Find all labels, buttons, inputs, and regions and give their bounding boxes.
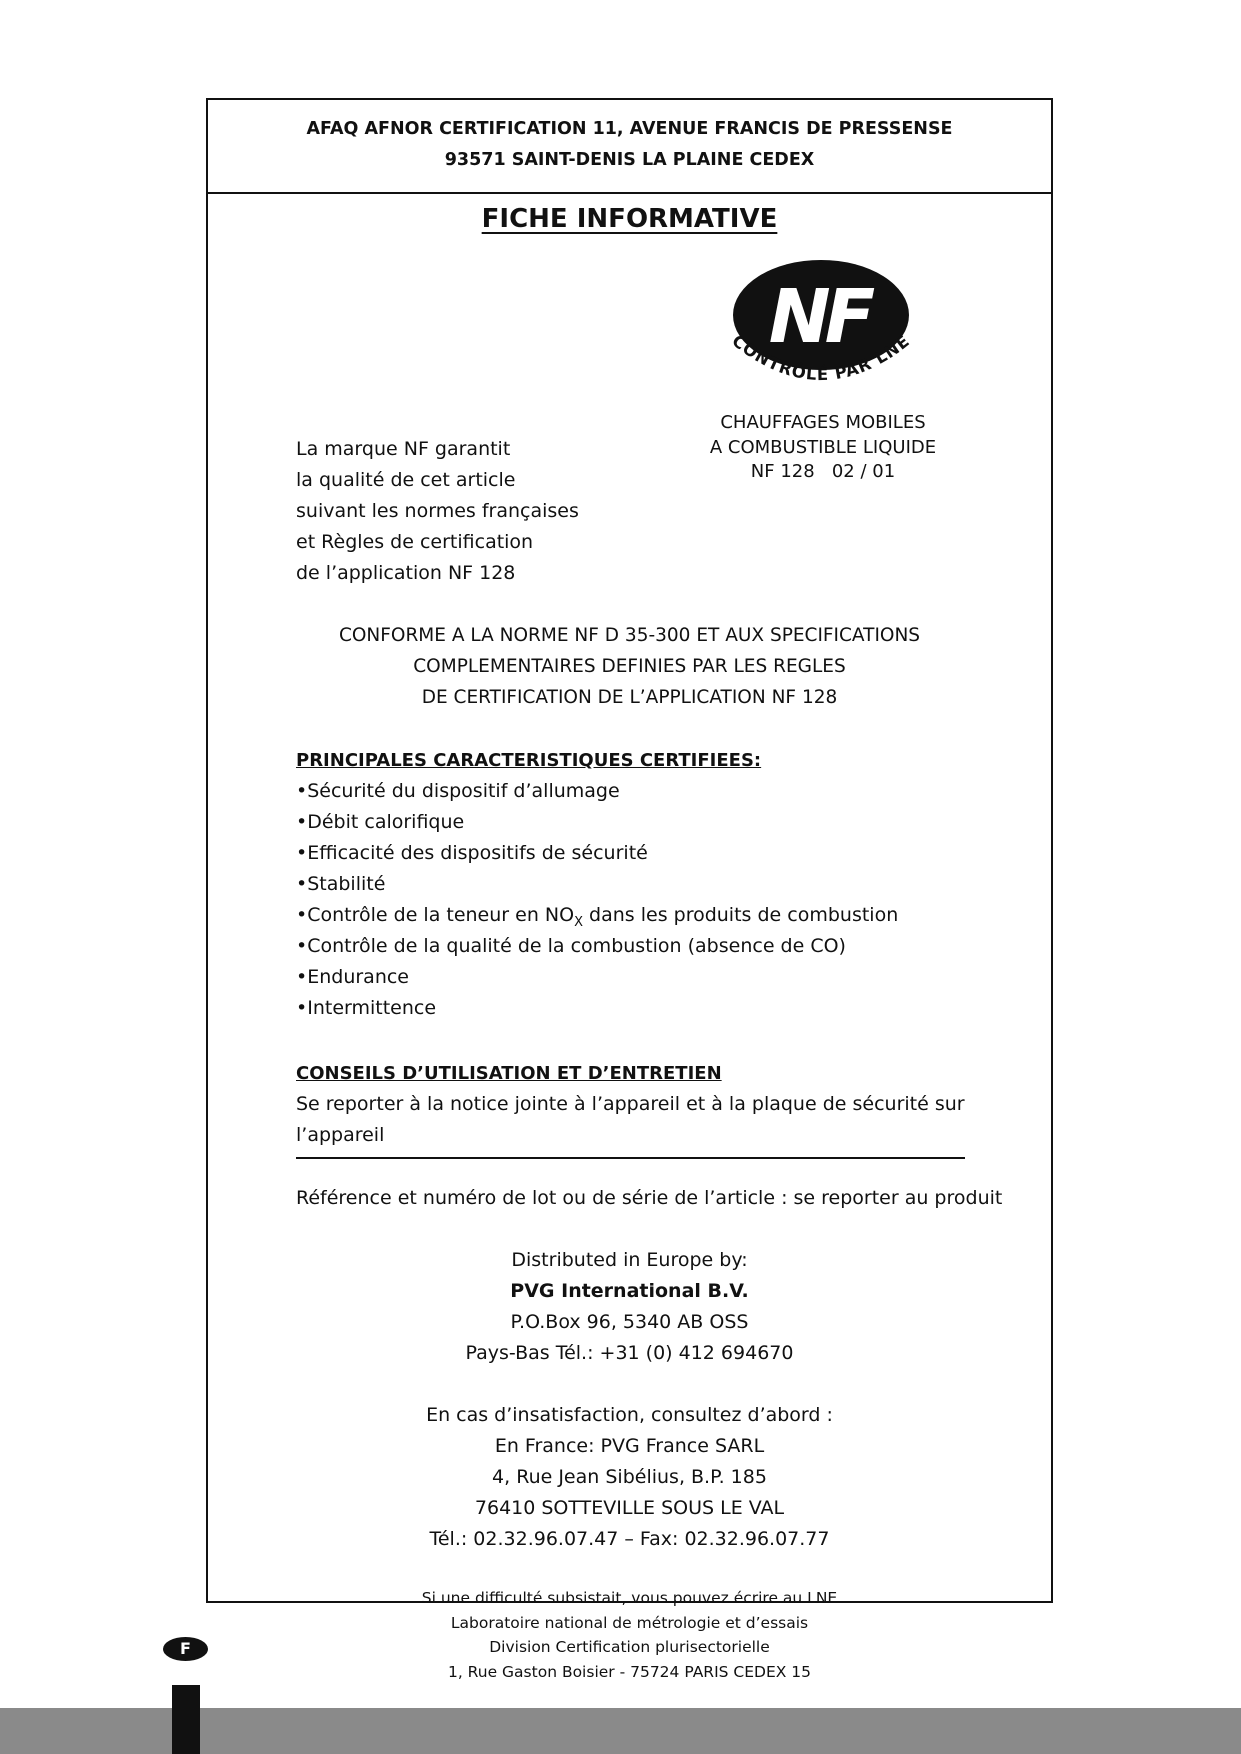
- nox-subscript: X: [574, 915, 583, 930]
- intro-line: La marque NF garantit: [296, 438, 511, 460]
- nf-certification-logo: [716, 250, 926, 408]
- language-badge: F: [163, 1637, 208, 1661]
- france-contact: Tél.: 02.32.96.07.47 – Fax: 02.32.96.07.77: [429, 1528, 830, 1550]
- nf-guarantee-text: [296, 434, 579, 589]
- intro-line: la qualité de cet article: [296, 469, 516, 491]
- product-line-3: NF 128 02 / 01: [750, 461, 896, 482]
- distributor-intro: Distributed in Europe by:: [511, 1249, 748, 1271]
- product-category: [678, 411, 968, 485]
- advice-heading: CONSEILS D’UTILISATION ET D’ENTRETIEN: [296, 1063, 722, 1084]
- spacer: [208, 1369, 1051, 1400]
- certifier-address-line-2: 93571 SAINT-DENIS LA PLAINE CEDEX: [444, 150, 815, 170]
- conformity-line: DE CERTIFICATION DE L’APPLICATION NF 128: [421, 687, 838, 708]
- list-item: • Sécurité du dispositif d’allumage: [296, 776, 898, 807]
- lne-line: Laboratoire national de métrologie et d’essais: [450, 1613, 809, 1632]
- distributor-address: P.O.Box 96, 5340 AB OSS: [510, 1311, 749, 1333]
- nf-logo-mark: NF: [768, 274, 870, 360]
- section-divider: [296, 1157, 965, 1159]
- features-list: [296, 776, 898, 1024]
- list-item: • Efficacité des dispositifs de sécurité: [296, 838, 898, 869]
- list-item: • Débit calorifique: [296, 807, 898, 838]
- france-company: En France: PVG France SARL: [494, 1435, 765, 1457]
- intro-line: et Règles de certification: [296, 531, 534, 553]
- lne-contact: [208, 1586, 1051, 1684]
- conformity-line: CONFORME A LA NORME NF D 35-300 ET AUX SPECIFICATIONS: [338, 625, 921, 646]
- lne-line: Si une difficulté subsistait, vous pouvez écrire au LNE: [421, 1589, 838, 1607]
- list-item: [296, 900, 898, 931]
- certified-features: [296, 745, 898, 1024]
- nox-suffix: dans les produits de combustion: [583, 904, 899, 926]
- lne-line: Division Certification plurisectorielle: [489, 1638, 770, 1656]
- product-line-1: CHAUFFAGES MOBILES: [720, 412, 926, 433]
- certificate-frame: [206, 98, 1053, 1681]
- france-intro: En cas d’insatisfaction, consultez d’abord :: [426, 1404, 833, 1426]
- features-heading: PRINCIPALES CARACTERISTIQUES CERTIFIEES:: [296, 750, 762, 771]
- advice-text: Se reporter à la notice jointe à l’appareil et à la plaque de sécurité sur l’appareil: [296, 1093, 965, 1146]
- certifier-header: [208, 100, 1051, 194]
- france-street: 4, Rue Jean Sibélius, B.P. 185: [492, 1466, 767, 1488]
- list-item: • Endurance: [296, 962, 898, 993]
- distributor-company: PVG International B.V.: [510, 1280, 749, 1302]
- intro-line: suivant les normes françaises: [296, 500, 579, 522]
- nox-prefix: Contrôle de la teneur en NO: [307, 904, 575, 926]
- product-line-2: A COMBUSTIBLE LIQUIDE: [709, 436, 937, 458]
- list-item: • Intermittence: [296, 993, 898, 1024]
- france-city: 76410 SOTTEVILLE SOUS LE VAL: [474, 1497, 785, 1519]
- distributor-block: [208, 1245, 1051, 1555]
- list-item: • Stabilité: [296, 869, 898, 900]
- lne-line: 1, Rue Gaston Boisier - 75724 PARIS CEDEX 15: [447, 1662, 812, 1681]
- nf-logo-arc-label: CONTRÔLÉ PAR LNE: [728, 331, 914, 385]
- conformity-line: COMPLEMENTAIRES DEFINIES PAR LES REGLES: [413, 656, 846, 677]
- distributor-phone: Pays-Bas Tél.: +31 (0) 412 694670: [465, 1342, 794, 1364]
- page-title: FICHE INFORMATIVE: [481, 204, 778, 234]
- conformity-statement: [208, 620, 1051, 713]
- footer-marker: [172, 1685, 200, 1754]
- list-item: • Contrôle de la qualité de la combustion (absence de CO): [296, 931, 898, 962]
- intro-line: de l’application NF 128: [296, 562, 516, 584]
- reference-note: Référence et numéro de lot ou de série de l’article : se reporter au produit: [296, 1187, 1003, 1209]
- certifier-address-line-1: AFAQ AFNOR CERTIFICATION 11, AVENUE FRANCIS DE PRESSENSE: [306, 119, 953, 139]
- usage-advice: [296, 1058, 966, 1151]
